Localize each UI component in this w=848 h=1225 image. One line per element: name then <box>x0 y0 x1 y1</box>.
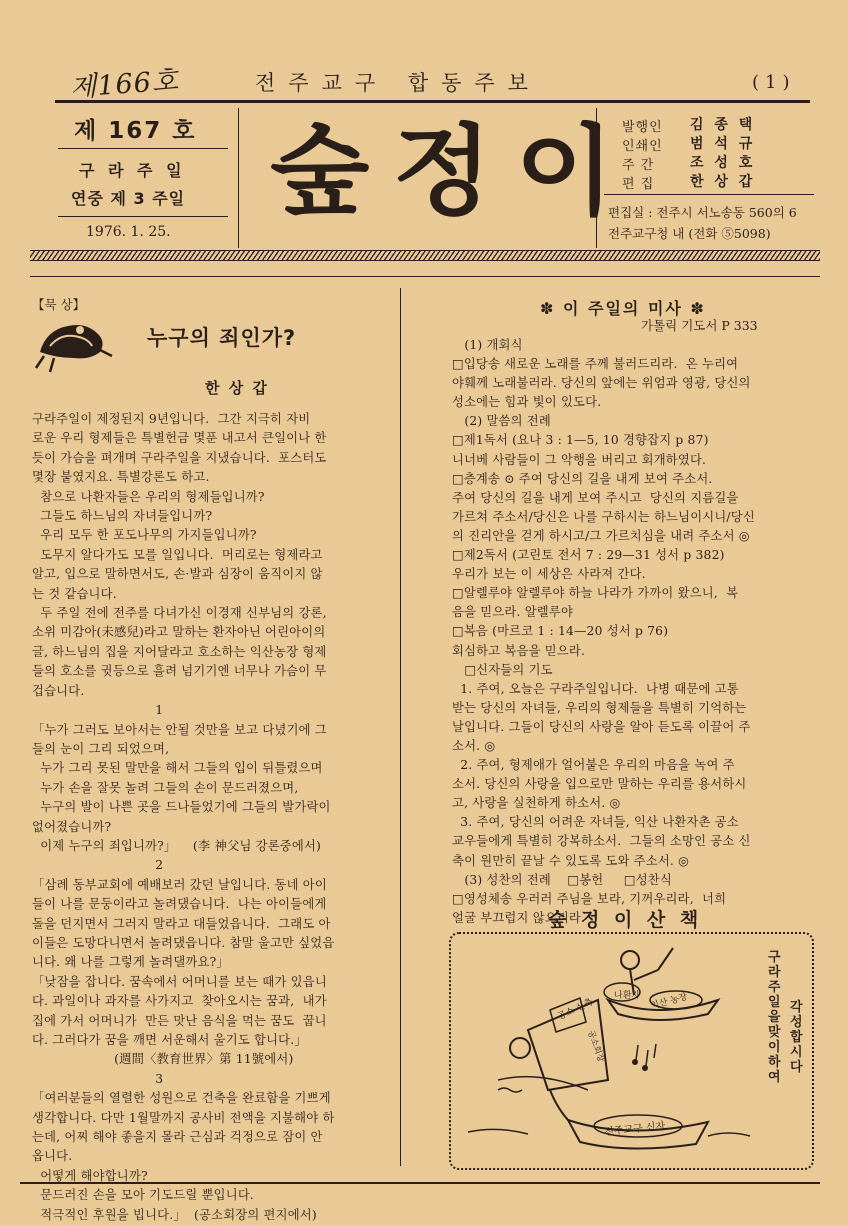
meditation-label: 【묵 상】 <box>32 297 86 312</box>
header-top-rule <box>55 100 810 103</box>
meditation-title: 누구의 죄인가? <box>147 326 297 350</box>
publication-name: 전주교구 합동주보 <box>255 71 541 95</box>
header-hatched-border <box>30 250 820 261</box>
mass-prayerbook-reference: 가톨릭 기도서 P 333 <box>641 318 758 333</box>
staff-name-chief: 조 성 호 <box>690 155 756 171</box>
masthead-title: 숲 정 이 <box>270 115 609 229</box>
issue-number: 제 167 호 <box>74 118 197 144</box>
week-name: 구 라 주 일 <box>79 161 186 180</box>
meditation-author: 한 상 갑 <box>205 379 269 397</box>
staff-name-publisher: 김 종 택 <box>690 117 756 133</box>
column-divider <box>400 288 401 1166</box>
staff-role-editor: 편 집 <box>622 177 655 192</box>
meditation-illustration-icon <box>34 312 114 374</box>
cartoon-side-text-2: 각성합시다 <box>790 1000 803 1075</box>
staff-name-printer: 범 석 규 <box>690 136 756 152</box>
staff-role-chief: 주 간 <box>622 158 655 173</box>
cartoon-title: 숲 정 이 산 책 <box>548 909 703 931</box>
page-number: (1) <box>752 72 796 93</box>
editorial-address-1: 편집실 : 전주시 서노송동 560의 6 <box>608 205 797 220</box>
page-bottom-rule <box>20 1182 820 1184</box>
cartoon-label-farm: 익산 농장 <box>649 992 689 1012</box>
issue-box-rule-1 <box>58 148 228 149</box>
staff-role-printer: 인쇄인 <box>622 139 663 154</box>
header-divider-right <box>596 108 597 248</box>
cartoon-side-text-1: 구라주일을 맞이하여 <box>768 950 781 1085</box>
handwritten-issue-number: 제166호 <box>69 65 180 104</box>
header-divider-left <box>238 108 239 248</box>
editorial-address-2: 전주교구청 내 (전화 ⑤5098) <box>608 226 771 241</box>
issue-date: 1976. 1. 25. <box>86 224 171 240</box>
cartoon-label-leader: 공소회장 <box>585 1029 606 1064</box>
issue-box-rule-2 <box>58 216 228 217</box>
staff-role-publisher: 발행인 <box>622 120 663 135</box>
staff-rule <box>604 194 814 195</box>
cartoon-label-believers: 전주교구 신자 <box>603 1120 666 1139</box>
staff-name-editor: 한 상 갑 <box>690 174 756 190</box>
mass-order-text: (1) 개회식 □입당송 새로운 노래를 주께 불러드리라. 온 누리여 야훼께 노래불러라. 당신의 앞에는 위엄과 영광, 당신의 성소에는 힘과 빛이 있도다. (2) 말씀의 전례 □제1독서 (요나 3 : 1—5, 10 경향잡지 p 87) 니너베 사람들이 그 악행을 버리고 회개하였다. □층계송 ⊙ 주여 당신의 길을 내게 보여 주소서. 주여 당신의 길을 내게 보여 주시고 당신의 지름길을 가르쳐 주소서/당신은 나를 구하시는 하느님이시니/당신 의 진리안을 걷게 하시고/그 가르치심을 내려 주소서 ◎ □제2독서 (고린토 전서 7 : 29—31 성서 p 382) 우리가 보는 이 세상은 사라져 간다. □알렐루야 알렐루야 하늘 나라가 가까이 왔으니, 복 음을 믿으라. 알렐루야 □복음 (마르코 1 : 14—20 성서 p 76) 회심하고 복음을 믿으라. □신자들의 기도 1. 주여, 오늘은 구라주일입니다. 나병 때문에 고통 받는 당신의 자녀들, 우리의 형제들을 특별히 기억하는 날입니다. 그들이 당신의 사랑을 알아 듣도록 이끌어 주 소서. ◎ 2. 주여, 형제애가 얼어붙은 우리의 마음을 녹여 주 소서. 당신의 사랑을 입으로만 말하는 우리를 용서하시 고, 사랑을 실천하게 하소서. ◎ 3. 주여, 당신의 어려운 자녀들, 익산 나환자촌 공소 교우들에게 특별히 강복하소서. 그들의 소망인 공소 신 축이 원만히 끝날 수 있도록 도와 주소서. ◎ (3) 성찬의 전례 □봉헌 □성찬식 □영성체송 우러러 주님을 보라, 기꺼우리라, 너희 얼굴 부끄럽지 않으리라. <box>452 338 755 925</box>
mass-section-title: ✽ 이 주일의 미사 ✽ <box>540 299 706 318</box>
meditation-body: 구라주일이 제정된지 9년입니다. 그간 지극히 자비 로운 우리 형제들은 특별헌금 몇푼 내고서 큰일이나 한 듯이 가슴을 펴개며 구라주일을 지냈습니다. 포스터도 몇장 붙였지요. 특별강론도 하고. 참으로 나환자들은 우리의 형제들입니까? 그들도 하느님의 자녀들입니까? 우리 모두 한 포도나무의 가지들입니까? 도무지 알다가도 모를 일입니다. 머리로는 형제라고 알고, 입으로 말하면서도, 손·발과 심장이 움직이지 않 는 것 같습니다. 두 주일 전에 전주를 다녀가신 이경재 신부님의 강론, 소위 미감아(未感兒)라고 말하는 환자아닌 어린아이의 글, 하느님의 집을 지어달라고 호소하는 익산농장 형제 들의 호소를 귓등으로 흘려 넘기기엔 너무나 가슴이 무 겁습니다. 1 「누가 그러도 보아서는 안될 것만을 보고 다녔기에 그 들의 눈이 그리 되었으며, 누가 그리 못된 말만을 해서 그들의 입이 뒤틀렸으며 누가 손을 잘못 놀려 그들의 손이 문드러졌으며, 누구의 발이 나쁜 곳을 드나들었기에 그들의 발가락이 없어졌습니까? 이제 누구의 죄입니까?」 (李 神父님 강론중에서) 2 「삼례 동부교회에 예배보러 갔던 날입니다. 동네 아이 들이 나를 문둥이라고 놀려댔습니다. 나는 아이들에게 돌을 던지면서 그러지 말라고 대들었읍니다. 그래도 아 이들은 도망다니면서 놀려댔읍니다. 참말 울고만 싶었읍 니다. 왜 나를 그렇게 놀려댈까요?」 「낮잠을 잡니다. 꿈속에서 어머니를 보는 때가 있읍니 다. 과일이나 과자를 사가지고 찾아오시는 꿈과, 내가 집에 가서 어머니가 만든 맛난 음식을 먹는 꿈도 꿉니 다. 그러다가 꿈을 깨면 서운해서 울기도 합니다.」 (週間〈教育世界〉第 11號에서) 3 「여러분들의 열렬한 성원으로 건축을 완료함을 기쁘게 생각합니다. 다만 1월말까지 공사비 전액을 지불해야 하 는데, 어찌 해야 좋을지 몰라 근심과 걱정으로 잠이 안 옵니다. 어떻게 해야합니까? 문드러진 손을 모아 기도드릴 뿐입니다. 적극적인 후원을 빕니다.」 (공소회장의 편지에서) <box>32 412 335 1222</box>
cartoon-label-patients: 나환자 <box>614 991 641 1001</box>
season-week: 연중 제 3 주일 <box>71 189 186 208</box>
cartoon-label-chapel: 공소 신축 <box>556 997 595 1023</box>
header-bottom-rule <box>30 276 820 277</box>
